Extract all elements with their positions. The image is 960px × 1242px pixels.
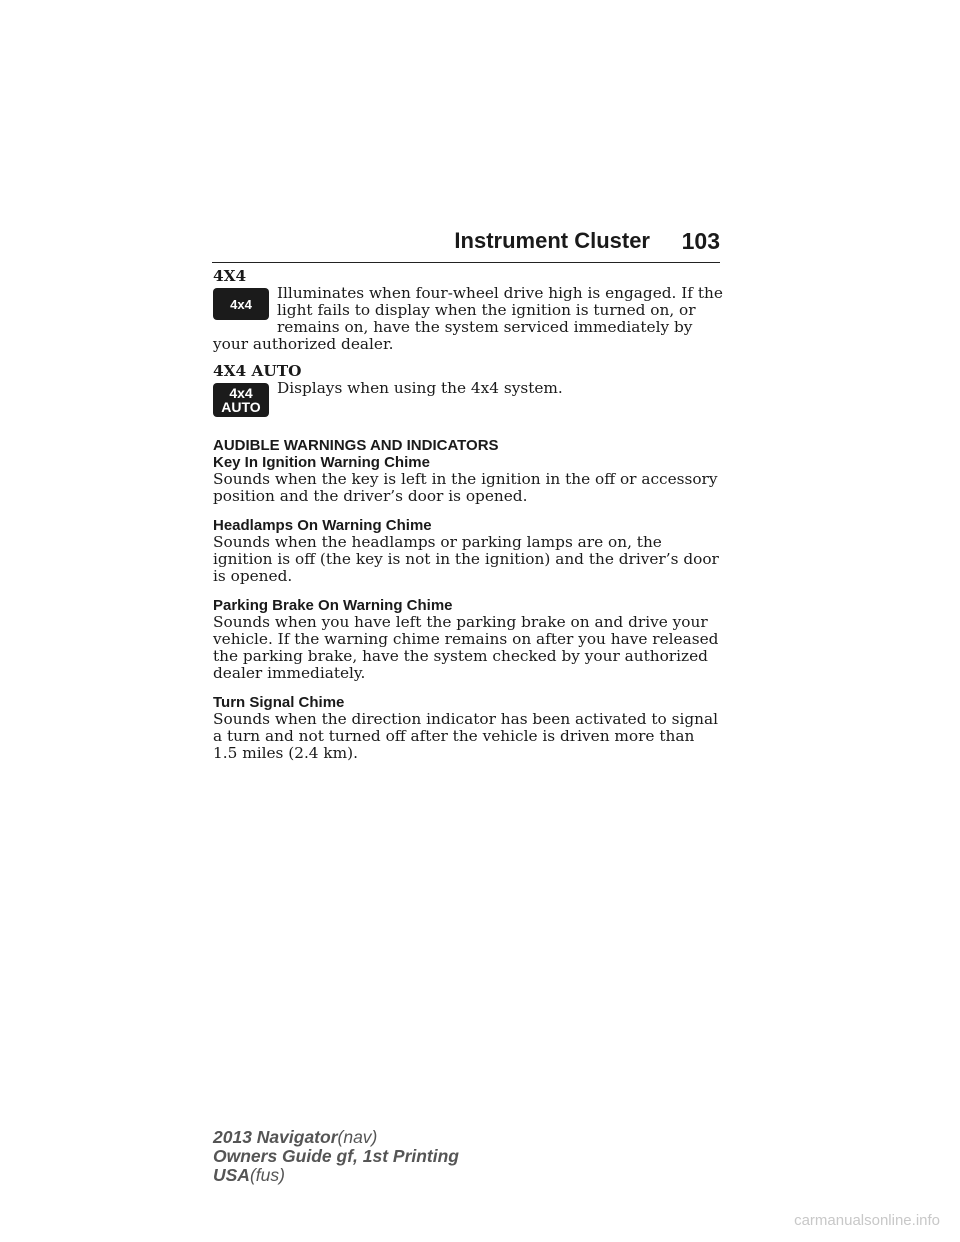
chime-text-parking-brake: Sounds when you have left the parking brake on and drive your vehicle. If the warning chime remains on after you have released the parking brake, have the system checked by your authorized dealer immediately.	[213, 613, 719, 682]
indicator-4x4-auto	[213, 380, 723, 419]
4x4-auto-icon-line-1: 4x4	[229, 385, 253, 401]
indicator-description-4x4: Illuminates when four-wheel drive high is engaged. If the light fails to display when the ignition is turned on, or remains on, have the system serviced immediately by your authorized dealer.	[213, 284, 723, 353]
footer-market: USA	[213, 1165, 250, 1185]
chime-text-turn-signal: Sounds when the direction indicator has been activated to signal a turn and not turned off after the vehicle is driven more than 1.5 miles (2.4 km).	[213, 710, 719, 762]
chime-title-turn-signal: Turn Signal Chime	[213, 694, 345, 711]
4x4-auto-indicator-icon	[213, 383, 269, 417]
indicator-title-4x4-auto: 4X4 AUTO	[213, 362, 302, 380]
footer-model: 2013 Navigator	[213, 1127, 338, 1147]
indicator-4x4	[213, 285, 723, 353]
page-header	[212, 228, 720, 263]
indicator-description-4x4-auto: Displays when using the 4x4 system.	[277, 379, 563, 397]
section-title: AUDIBLE WARNINGS AND INDICATORS	[213, 437, 499, 454]
footer-guide: Owners Guide gf, 1st Printing	[213, 1146, 459, 1166]
4x4-auto-icon-line-2: AUTO	[221, 399, 261, 415]
4x4-indicator-icon	[213, 288, 269, 320]
chime-title-key-in-ignition: Key In Ignition Warning Chime	[213, 454, 430, 471]
indicator-title-4x4: 4X4	[213, 267, 247, 285]
chime-title-headlamps-on: Headlamps On Warning Chime	[213, 517, 432, 534]
watermark: carmanualsonline.info	[794, 1212, 940, 1229]
4x4-icon-label: 4x4	[230, 296, 252, 312]
page-content	[213, 268, 723, 774]
chime-text-headlamps-on: Sounds when the headlamps or parking lamps are on, the ignition is off (the key is not in the ignition) and the driver’s door is opened.	[213, 533, 719, 585]
document-footer	[213, 1128, 459, 1185]
footer-market-code: (fus)	[249, 1165, 285, 1185]
footer-line-3	[213, 1166, 459, 1185]
footer-line-2	[213, 1147, 459, 1166]
footer-line-1	[213, 1128, 459, 1147]
page-number: 103	[681, 228, 720, 254]
footer-model-code: (nav)	[337, 1127, 378, 1147]
page-header-title: Instrument Cluster	[454, 228, 650, 253]
chime-text-key-in-ignition: Sounds when the key is left in the ignition in the off or accessory position and the driver’s door is opened.	[213, 470, 718, 505]
chime-title-parking-brake: Parking Brake On Warning Chime	[213, 597, 453, 614]
